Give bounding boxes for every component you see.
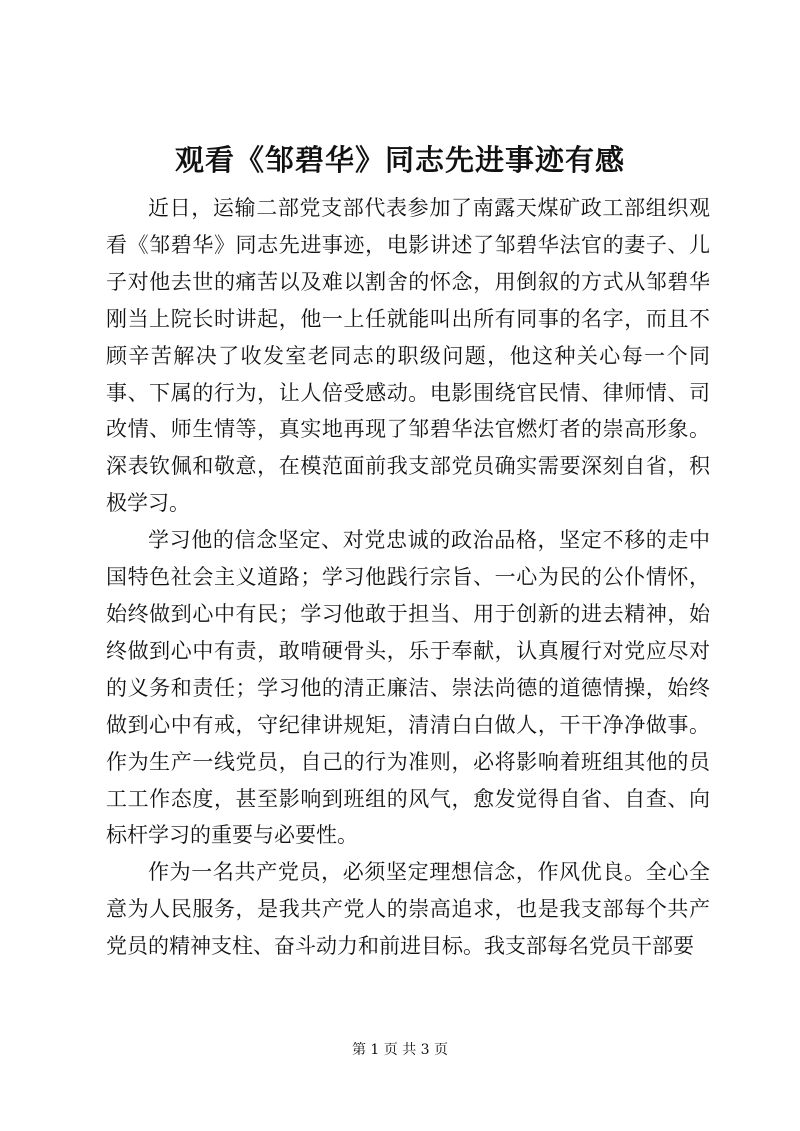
document-title: 观看《邹碧华》同志先进事迹有感	[174, 143, 625, 177]
paragraph-2: 学习他的信念坚定、对党忠诚的政治品格，坚定不移的走中国特色社会主义道路；学习他践行宗旨、一心为民的公仆情怀，始终做到心中有民；学习他敢于担当、用于创新的进去精神，始终做到心中有责，敢啃硬骨头，乐于奉献，认真履行对党应尽对的义务和责任；学习他的清正廉洁、崇法尚德的道德情操，始终做到心中有戒，守纪律讲规矩，清清白白做人，干干净净做事。作为生产一线党员，自己的行为准则，必将影响着班组其他的员工工作态度，甚至影响到班组的风气，愈发觉得自省、自查、向标杆学习的重要与必要性。	[106, 528, 710, 848]
paragraph-1: 近日，运输二部党支部代表参加了南露天煤矿政工部组织观看《邹碧华》同志先进事迹，电影讲述了邹碧华法官的妻子、儿子对他去世的痛苦以及难以割舍的怀念，用倒叙的方式从邹碧华刚当上院长时讲起，他一上任就能叫出所有同事的名字，而且不顾辛苦解决了收发室老同志的职级问题，他这种关心每一个同事、下属的行为，让人倍受感动。电影围绕官民情、律师情、司改情、师生情等，真实地再现了邹碧华法官燃灯者的崇高形象。深表钦佩和敬意，在模范面前我支部党员确实需要深刻自省，积极学习。	[106, 196, 710, 516]
paragraph-3: 作为一名共产党员，必须坚定理想信念，作风优良。全心全意为人民服务，是我共产党人的崇高追求，也是我支部每个共产党员的精神支柱、奋斗动力和前进目标。我支部每名党员干部要	[106, 860, 710, 959]
document-body	[106, 190, 710, 965]
page-number-footer: 第 1 页 共 3 页	[351, 1042, 449, 1058]
